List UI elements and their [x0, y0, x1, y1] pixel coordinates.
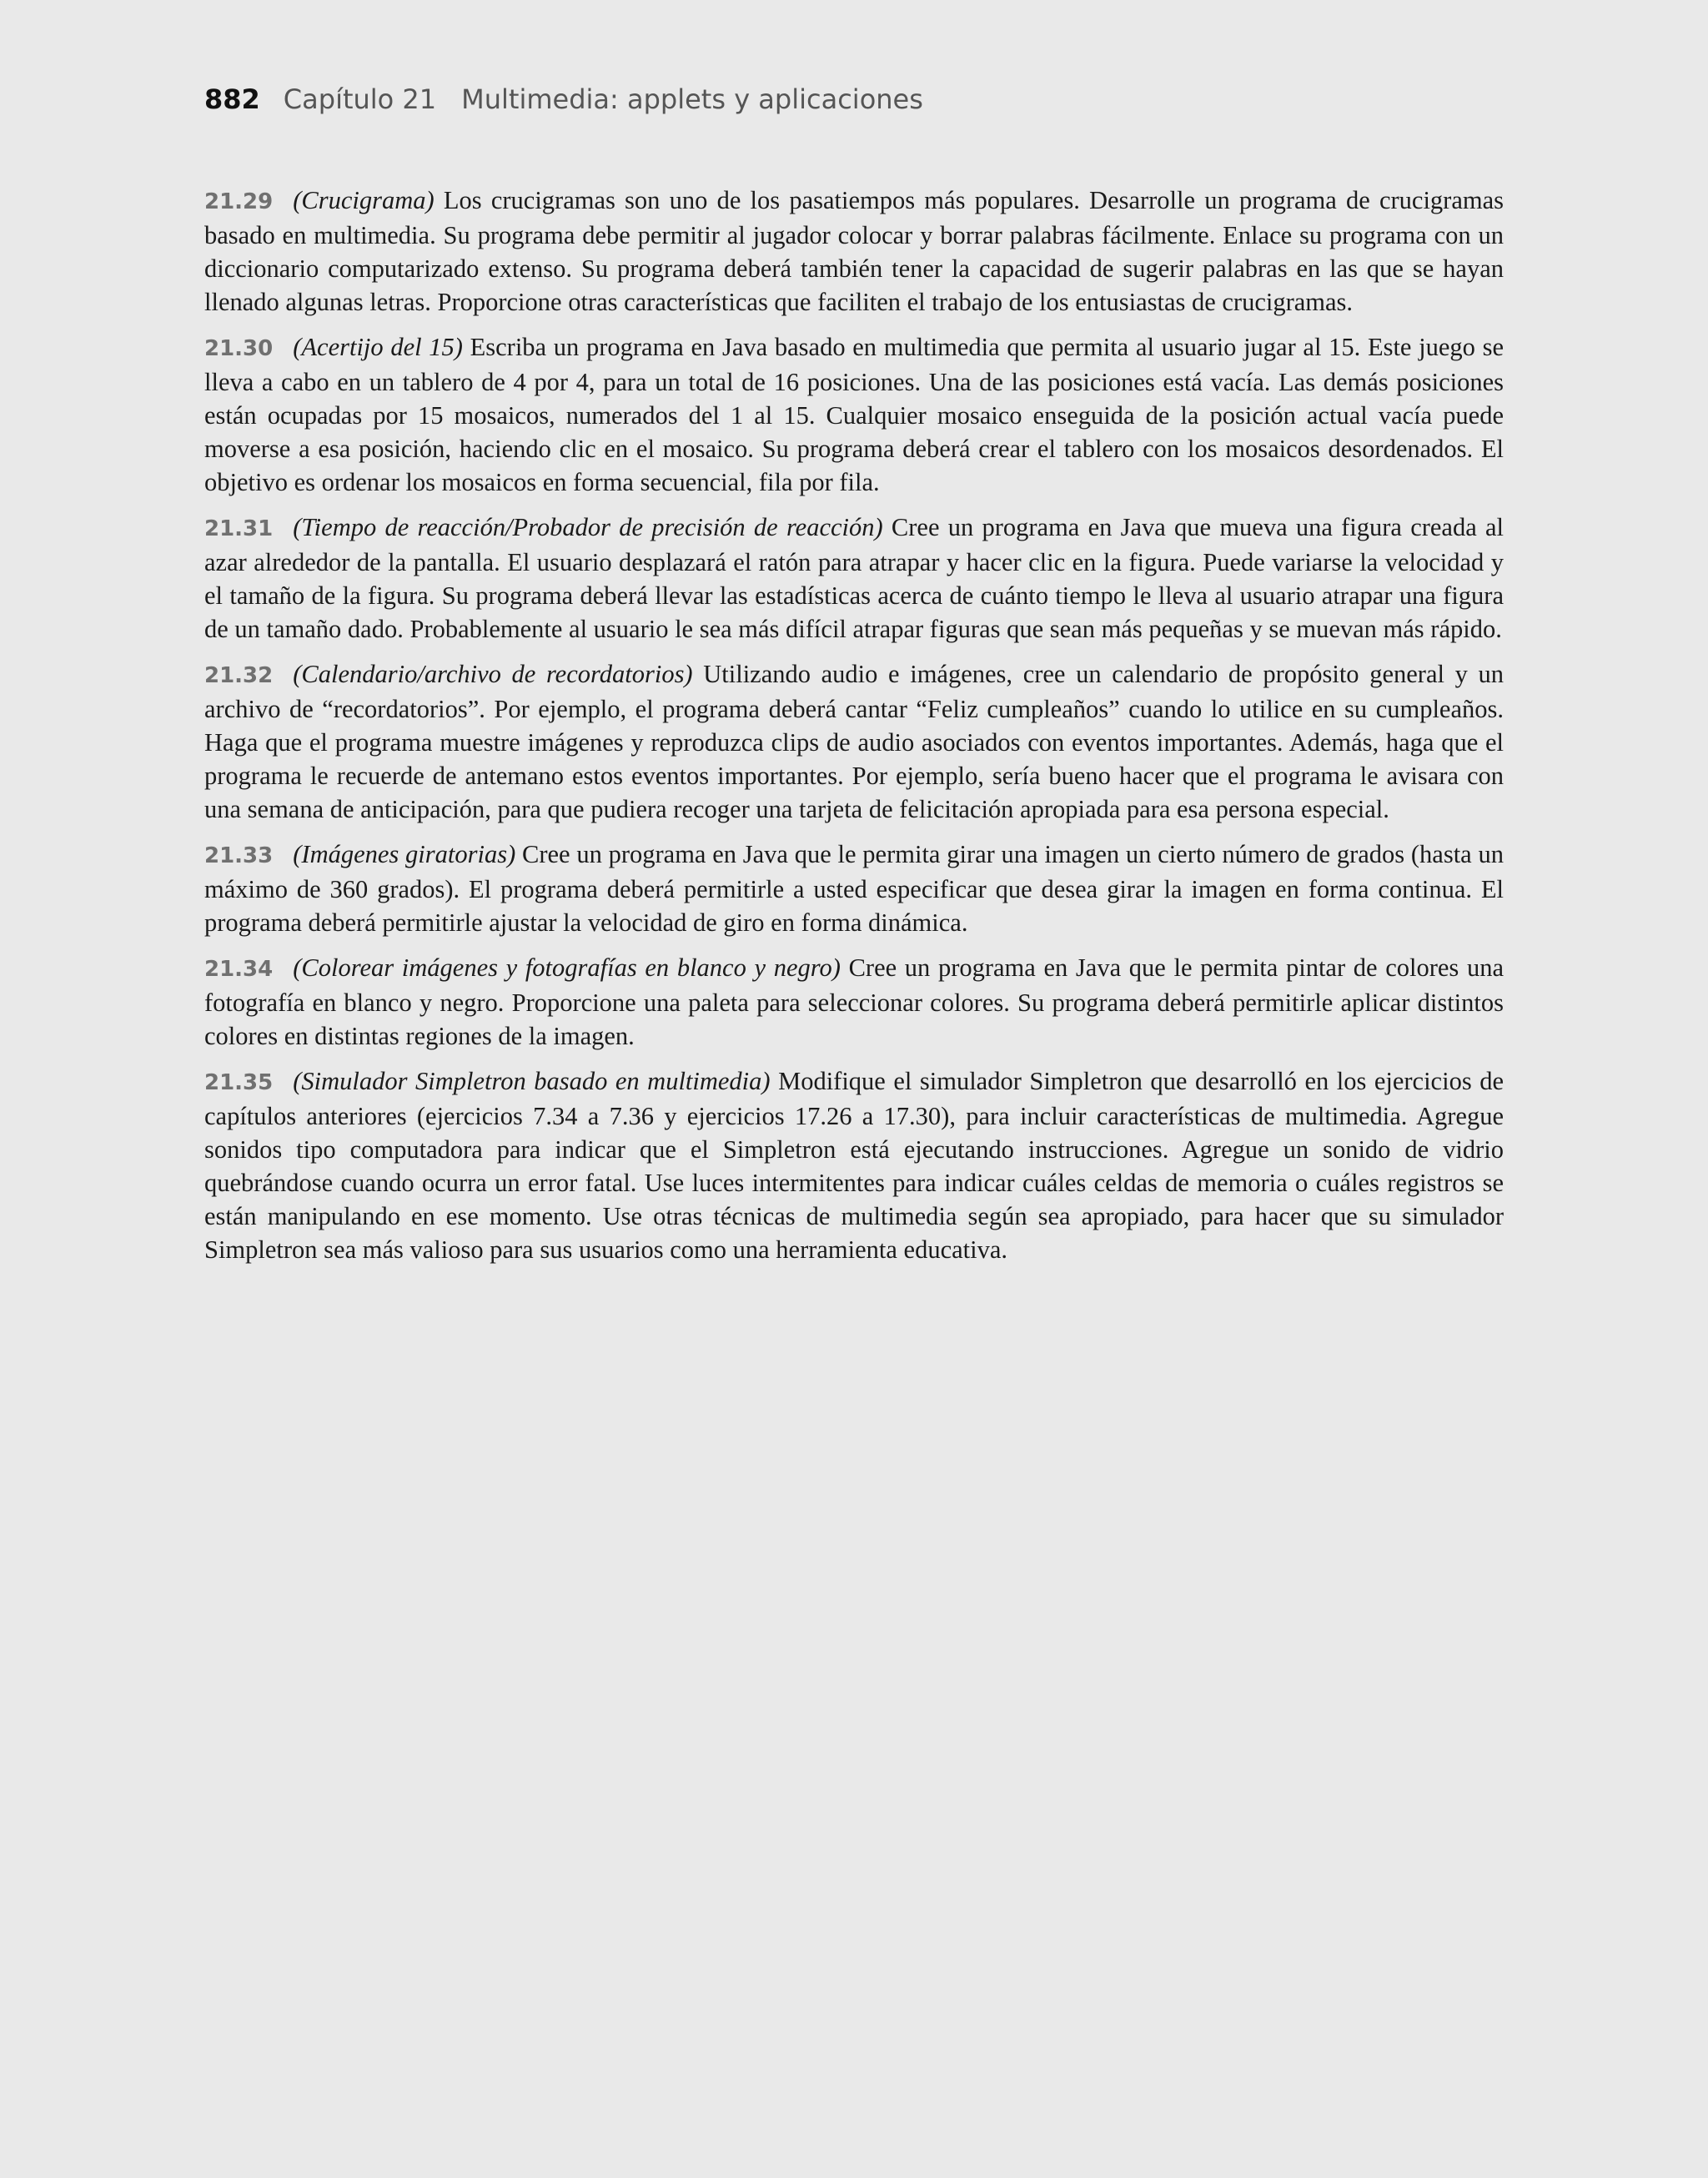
exercise-text: Los crucigramas son uno de los pasatiempos más populares. Desarrolle un programa de crucigramas basado en multimedia. Su programa debe permitir al jugador colocar y borrar palabras fácilmente. Enlace su programa con un diccionario computarizado extenso. Su programa deberá también tener la capacidad de sugerir palabras en las que se hayan llenado algunas letras. Proporcione otras características que faciliten el trabajo de los entusiastas de crucigramas.	[204, 186, 1504, 316]
exercise-number: 21.31	[204, 516, 274, 541]
exercise-text: Cree un programa en Java que le permita pintar de colores una fotografía en blanco y negro. Proporcione una paleta para seleccionar colores. Su programa deberá permitirle aplicar distintos colores en distintas regiones de la imagen.	[204, 953, 1504, 1050]
running-head	[204, 81, 923, 118]
exercise-number: 21.29	[204, 189, 274, 214]
exercise-21-33	[204, 837, 1504, 939]
exercise-text: Modifique el simulador Simpletron que desarrolló en los ejercicios de capítulos anteriores (ejercicios 7.34 a 7.36 y ejercicios 17.26 a 17.30), para incluir características de multimedia. Agregue sonidos tipo computadora para indicar que el Simpletron está ejecutando instrucciones. Agregue un sonido de vidrio quebrándose cuando ocurra un error fatal. Use luces intermitentes para indicar cuáles celdas de memoria o cuáles registros se están manipulando en ese momento. Use otras técnicas de multimedia según sea apropiado, para hacer que su simulador Simpletron sea más valioso para sus usuarios como una herramienta educativa.	[204, 1067, 1504, 1264]
exercise-number: 21.35	[204, 1070, 274, 1095]
exercise-21-29	[204, 184, 1504, 319]
exercise-number: 21.34	[204, 957, 274, 982]
exercise-21-32	[204, 657, 1504, 826]
exercise-number: 21.33	[204, 843, 274, 868]
exercise-21-31	[204, 511, 1504, 646]
exercise-title: (Colorear imágenes y fotografías en blanco y negro)	[293, 953, 841, 982]
exercise-text: Cree un programa en Java que mueva una figura creada al azar alrededor de la pantalla. El usuario desplazará el ratón para atrapar y hacer clic en la figura. Puede variarse la velocidad y el tamaño de la figura. Su programa deberá llevar las estadísticas acerca de cuánto tiempo le lleva al usuario atrapar una figura de un tamaño dado. Probablemente al usuario le sea más difícil atrapar figuras que sean más pequeñas y se muevan más rápido.	[204, 513, 1505, 643]
chapter-label: Capítulo 21	[283, 83, 437, 115]
exercise-title: (Simulador Simpletron basado en multimedia)	[293, 1067, 771, 1095]
exercise-text: Escriba un programa en Java basado en multimedia que permita al usuario jugar al 15. Este juego se lleva a cabo en un tablero de 4 por 4, para un total de 16 posiciones. Una de las posiciones está vacía. Las demás posiciones están ocupadas por 15 mosaicos, numerados del 1 al 15. Cualquier mosaico enseguida de la posición actual vacía puede moverse a esa posición, haciendo clic en el mosaico. Su programa deberá crear el tablero con los mosaicos desordenados. El objetivo es ordenar los mosaicos en forma secuencial, fila por fila.	[204, 333, 1504, 496]
exercise-21-30	[204, 330, 1504, 499]
exercise-title: (Tiempo de reacción/Probador de precisión de reacción)	[293, 513, 883, 541]
exercise-text: Utilizando audio e imágenes, cree un calendario de propósito general y un archivo de “recordatorios”. Por ejemplo, el programa deberá cantar “Feliz cumpleaños” cuando lo utilice en su cumpleaños. Haga que el programa muestre imágenes y reproduzca clips de audio asociados con eventos importantes. Además, haga que el programa le recuerde de antemano estos eventos importantes. Por ejemplo, sería bueno hacer que el programa le avisara con una semana de anticipación, para que pudiera recoger una tarjeta de felicitación apropiada para esa persona especial.	[204, 660, 1504, 823]
exercise-21-35	[204, 1064, 1504, 1266]
page-number: 882	[204, 83, 260, 115]
exercise-title: (Calendario/archivo de recordatorios)	[293, 660, 693, 688]
exercise-21-34	[204, 951, 1504, 1053]
exercise-number: 21.30	[204, 336, 274, 361]
exercise-text: Cree un programa en Java que le permita girar una imagen un cierto número de grados (hasta un máximo de 360 grados). El programa deberá permitirle a usted especificar que desea girar la imagen en forma continua. El programa deberá permitirle ajustar la velocidad de giro en forma dinámica.	[204, 840, 1504, 937]
exercise-list	[204, 184, 1504, 1278]
exercise-title: (Imágenes giratorias)	[293, 840, 516, 868]
chapter-title: Multimedia: applets y aplicaciones	[461, 83, 923, 115]
exercise-number: 21.32	[204, 663, 274, 688]
exercise-title: (Acertijo del 15)	[293, 333, 463, 361]
exercise-title: (Crucigrama)	[293, 186, 435, 214]
